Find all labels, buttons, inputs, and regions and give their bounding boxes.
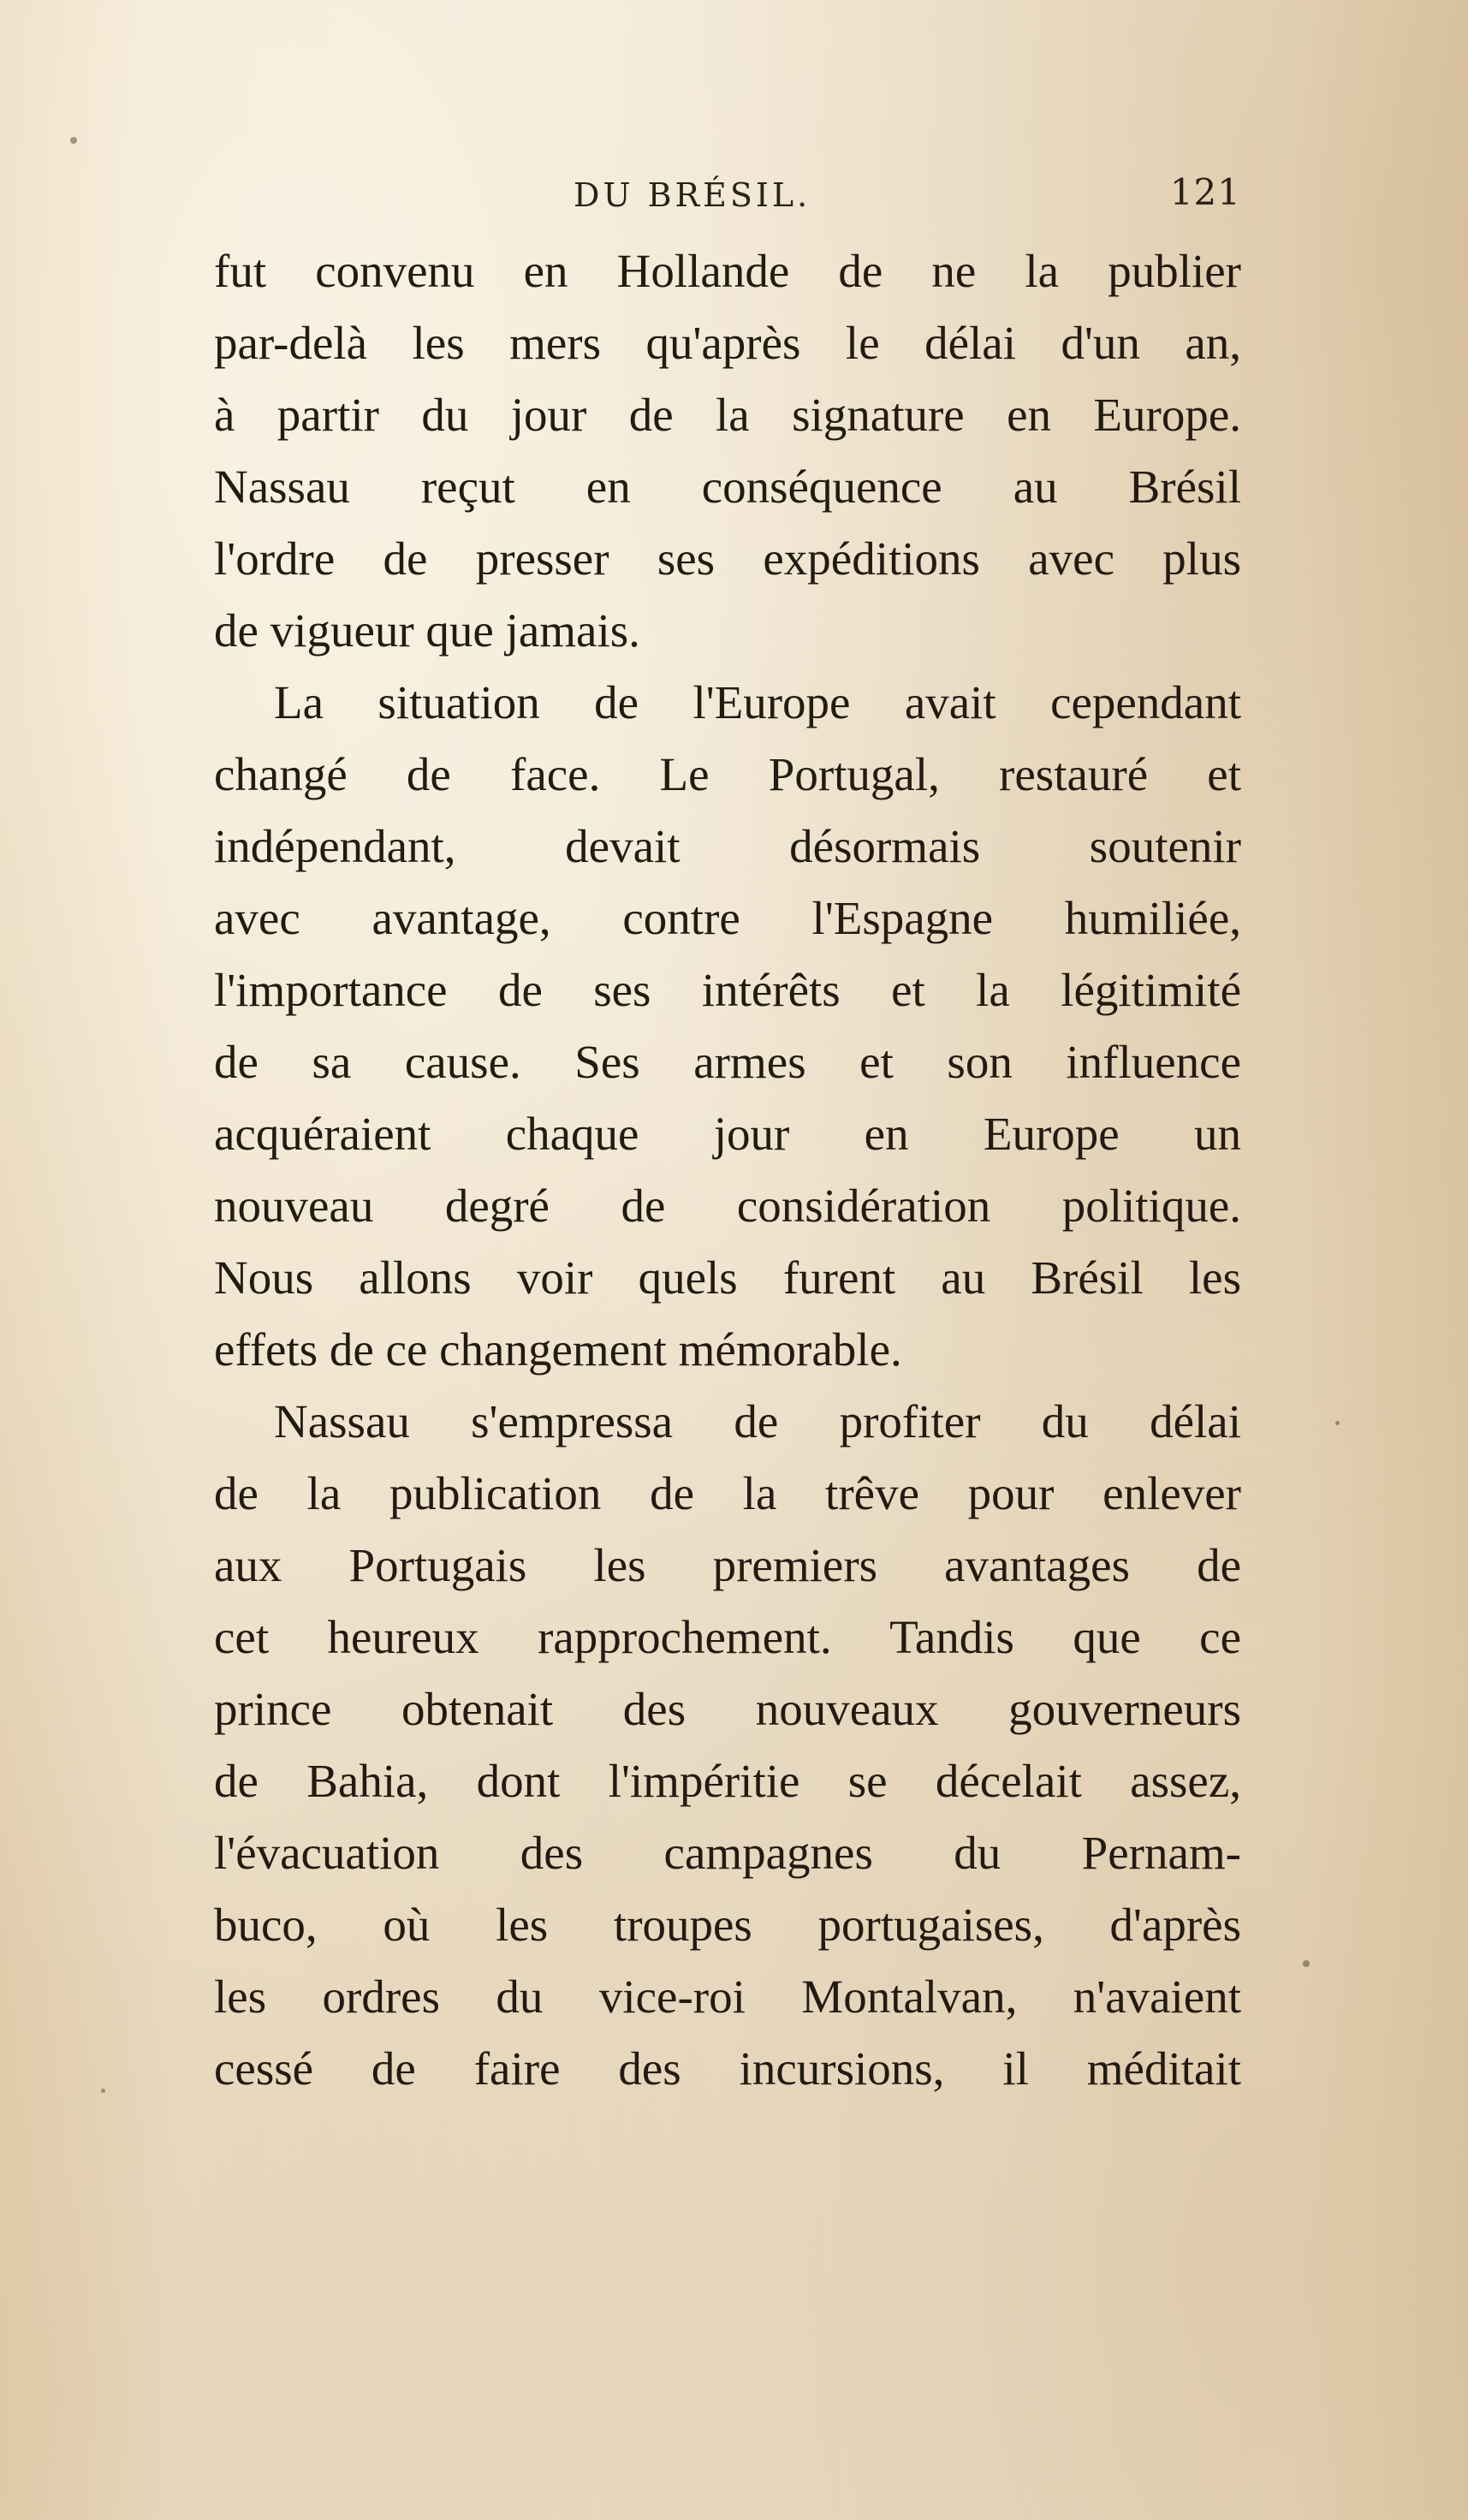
text-line: indépendant, devait désormais soutenir bbox=[214, 820, 1241, 872]
text-line: nouveau degré de considération politique. bbox=[214, 1180, 1241, 1232]
text-line: de la publication de la trêve pour enlever bbox=[214, 1467, 1241, 1519]
text-line: effets de ce changement mémorable. bbox=[214, 1323, 902, 1376]
text-line: Nassau reçut en conséquence au Brésil bbox=[214, 461, 1241, 513]
paragraph bbox=[214, 235, 1241, 667]
text-line: aux Portugais les premiers avantages de bbox=[214, 1539, 1241, 1591]
text-line: avec avantage, contre l'Espagne humiliée, bbox=[214, 892, 1241, 944]
text-line: l'ordre de presser ses expéditions avec plus bbox=[214, 532, 1241, 585]
text-line: cessé de faire des incursions, il méditait bbox=[214, 2042, 1241, 2095]
text-line: Nous allons voir quels furent au Brésil les bbox=[214, 1251, 1241, 1304]
text-line: les ordres du vice-roi Montalvan, n'avaient bbox=[214, 1970, 1241, 2023]
running-head bbox=[214, 171, 1241, 223]
text-line: l'importance de ses intérêts et la légitimité bbox=[214, 964, 1241, 1016]
text-line: Nassau s'empressa de profiter du délai bbox=[274, 1395, 1241, 1447]
text-line: à partir du jour de la signature en Europe. bbox=[214, 389, 1241, 441]
text-line: La situation de l'Europe avait cependant bbox=[274, 676, 1241, 728]
foxing-speck bbox=[70, 137, 77, 144]
text-line: changé de face. Le Portugal, restauré et bbox=[214, 748, 1241, 800]
text-line: de vigueur que jamais. bbox=[214, 604, 640, 657]
paragraph bbox=[214, 667, 1241, 1386]
running-title: DU BRÉSIL. bbox=[574, 176, 811, 214]
text-line: l'évacuation des campagnes du Pernam- bbox=[214, 1827, 1241, 1879]
text-line: cet heureux rapprochement. Tandis que ce bbox=[214, 1611, 1241, 1663]
text-line: prince obtenait des nouveaux gouverneurs bbox=[214, 1683, 1241, 1735]
text-line: acquéraient chaque jour en Europe un bbox=[214, 1108, 1241, 1160]
foxing-speck bbox=[1335, 1421, 1340, 1425]
text-line: fut convenu en Hollande de ne la publier bbox=[214, 245, 1241, 297]
text-line: par-delà les mers qu'après le délai d'un an, bbox=[214, 317, 1241, 369]
page-number: 121 bbox=[1169, 171, 1241, 213]
foxing-speck bbox=[101, 2089, 105, 2093]
body-text bbox=[214, 235, 1241, 2105]
text-line: buco, où les troupes portugaises, d'après bbox=[214, 1899, 1241, 1951]
foxing-speck bbox=[1303, 1960, 1310, 1967]
text-line: de sa cause. Ses armes et son influence bbox=[214, 1036, 1241, 1088]
text-line: de Bahia, dont l'impéritie se décelait assez, bbox=[214, 1755, 1241, 1807]
paragraph bbox=[214, 1386, 1241, 2105]
